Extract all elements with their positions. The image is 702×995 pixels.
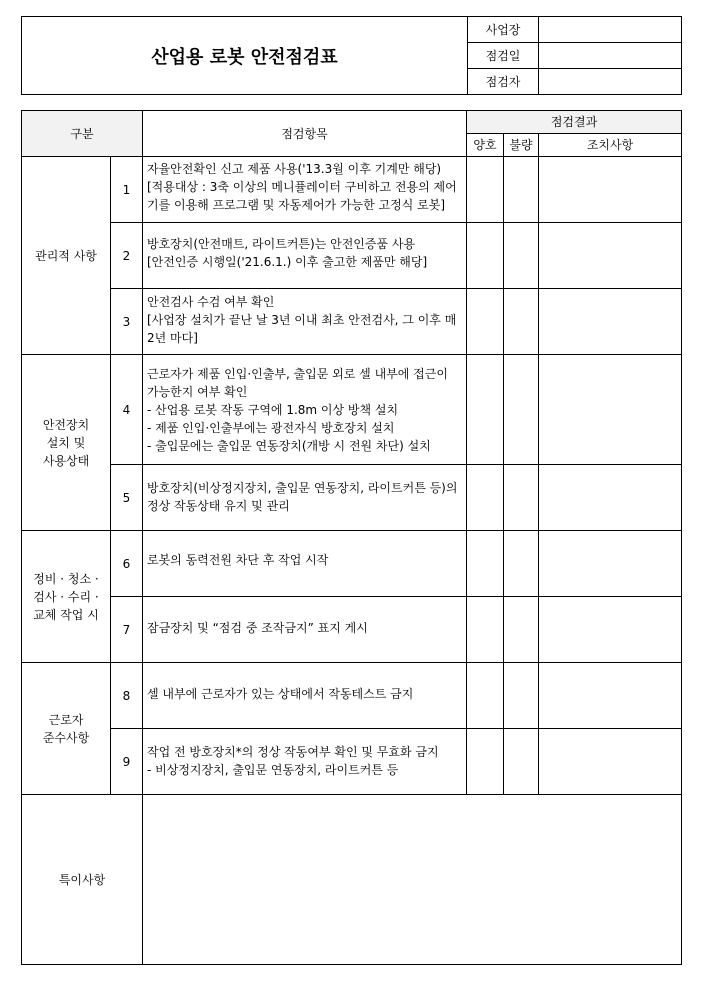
table-row — [22, 663, 682, 729]
bad-cell[interactable] — [504, 597, 539, 663]
action-cell[interactable] — [539, 157, 682, 223]
section-label: 근로자 준수사항 — [22, 663, 111, 795]
document-title: 산업용 로봇 안전점검표 — [22, 17, 468, 95]
good-cell[interactable] — [467, 531, 504, 597]
item-number: 1 — [111, 157, 143, 223]
inspection-date-field[interactable] — [539, 43, 682, 69]
item-number: 3 — [111, 289, 143, 355]
table-row — [22, 729, 682, 795]
action-cell[interactable] — [539, 531, 682, 597]
action-cell[interactable] — [539, 729, 682, 795]
bad-cell[interactable] — [504, 531, 539, 597]
table-row — [22, 223, 682, 289]
table-row — [22, 157, 682, 223]
check-item: 근로자가 제품 인입·인출부, 출입문 외로 셀 내부에 접근이 가능한지 여부 확인 - 산업용 로봇 작동 구역에 1.8m 이상 방책 설치 - 제품 인입·인출부에는 광전자식 방호장치 설치 - 출입문에는 출입문 연동장치(개방 시 전원 차단) 설치 — [143, 355, 467, 465]
item-number: 7 — [111, 597, 143, 663]
checklist-table — [21, 110, 682, 965]
bad-cell[interactable] — [504, 663, 539, 729]
remarks-label: 특이사항 — [22, 795, 143, 965]
section-label: 정비 · 청소 · 검사 · 수리 · 교체 작업 시 — [22, 531, 111, 663]
check-item: 잠금장치 및 “점검 중 조작금지” 표지 게시 — [143, 597, 467, 663]
good-cell[interactable] — [467, 355, 504, 465]
item-number: 8 — [111, 663, 143, 729]
bad-cell[interactable] — [504, 223, 539, 289]
action-cell[interactable] — [539, 663, 682, 729]
good-cell[interactable] — [467, 465, 504, 531]
workplace-label: 사업장 — [468, 17, 539, 43]
check-item: 안전검사 수검 여부 확인 [사업장 설치가 끝난 날 3년 이내 최초 안전검사, 그 이후 매 2년 마다] — [143, 289, 467, 355]
bad-cell[interactable] — [504, 289, 539, 355]
remarks-field[interactable] — [143, 795, 682, 965]
bad-cell[interactable] — [504, 157, 539, 223]
inspection-date-label: 점검일 — [468, 43, 539, 69]
action-cell[interactable] — [539, 597, 682, 663]
section-label: 관리적 사항 — [22, 157, 111, 355]
result-header: 점검결과 — [467, 111, 682, 134]
good-cell[interactable] — [467, 729, 504, 795]
check-item: 방호장치(비상정지장치, 출입문 연동장치, 라이트커튼 등)의 정상 작동상태 유지 및 관리 — [143, 465, 467, 531]
category-header: 구분 — [22, 111, 143, 157]
good-cell[interactable] — [467, 223, 504, 289]
item-number: 4 — [111, 355, 143, 465]
action-cell[interactable] — [539, 289, 682, 355]
item-number: 9 — [111, 729, 143, 795]
good-cell[interactable] — [467, 289, 504, 355]
item-number: 2 — [111, 223, 143, 289]
action-cell[interactable] — [539, 223, 682, 289]
check-item: 작업 전 방호장치*의 정상 작동여부 확인 및 무효화 금지 - 비상정지장치, 출입문 연동장치, 라이트커튼 등 — [143, 729, 467, 795]
table-row — [22, 465, 682, 531]
item-number: 6 — [111, 531, 143, 597]
check-item: 자율안전확인 신고 제품 사용('13.3월 이후 기계만 해당) [적용대상 : 3축 이상의 메니퓰레이터 구비하고 전용의 제어 기를 이용해 프로그램 및 자동제어가 가능한 고정식 로봇] — [143, 157, 467, 223]
table-row — [22, 355, 682, 465]
section-label: 안전장치 설치 및 사용상태 — [22, 355, 111, 531]
workplace-field[interactable] — [539, 17, 682, 43]
bad-cell[interactable] — [504, 355, 539, 465]
remarks-row — [22, 795, 682, 965]
check-item: 로봇의 동력전원 차단 후 작업 시작 — [143, 531, 467, 597]
item-number: 5 — [111, 465, 143, 531]
good-header: 양호 — [467, 134, 504, 157]
header-table — [21, 16, 682, 95]
bad-header: 불량 — [504, 134, 539, 157]
check-item: 방호장치(안전매트, 라이트커튼)는 안전인증품 사용 [안전인증 시행일('21.6.1.) 이후 출고한 제품만 해당] — [143, 223, 467, 289]
bad-cell[interactable] — [504, 465, 539, 531]
inspector-field[interactable] — [539, 69, 682, 95]
check-item: 셀 내부에 근로자가 있는 상태에서 작동테스트 금지 — [143, 663, 467, 729]
good-cell[interactable] — [467, 663, 504, 729]
table-row — [22, 597, 682, 663]
items-header: 점검항목 — [143, 111, 467, 157]
good-cell[interactable] — [467, 157, 504, 223]
action-header: 조치사항 — [539, 134, 682, 157]
action-cell[interactable] — [539, 355, 682, 465]
table-row — [22, 289, 682, 355]
good-cell[interactable] — [467, 597, 504, 663]
inspector-label: 점검자 — [468, 69, 539, 95]
action-cell[interactable] — [539, 465, 682, 531]
table-row — [22, 531, 682, 597]
bad-cell[interactable] — [504, 729, 539, 795]
